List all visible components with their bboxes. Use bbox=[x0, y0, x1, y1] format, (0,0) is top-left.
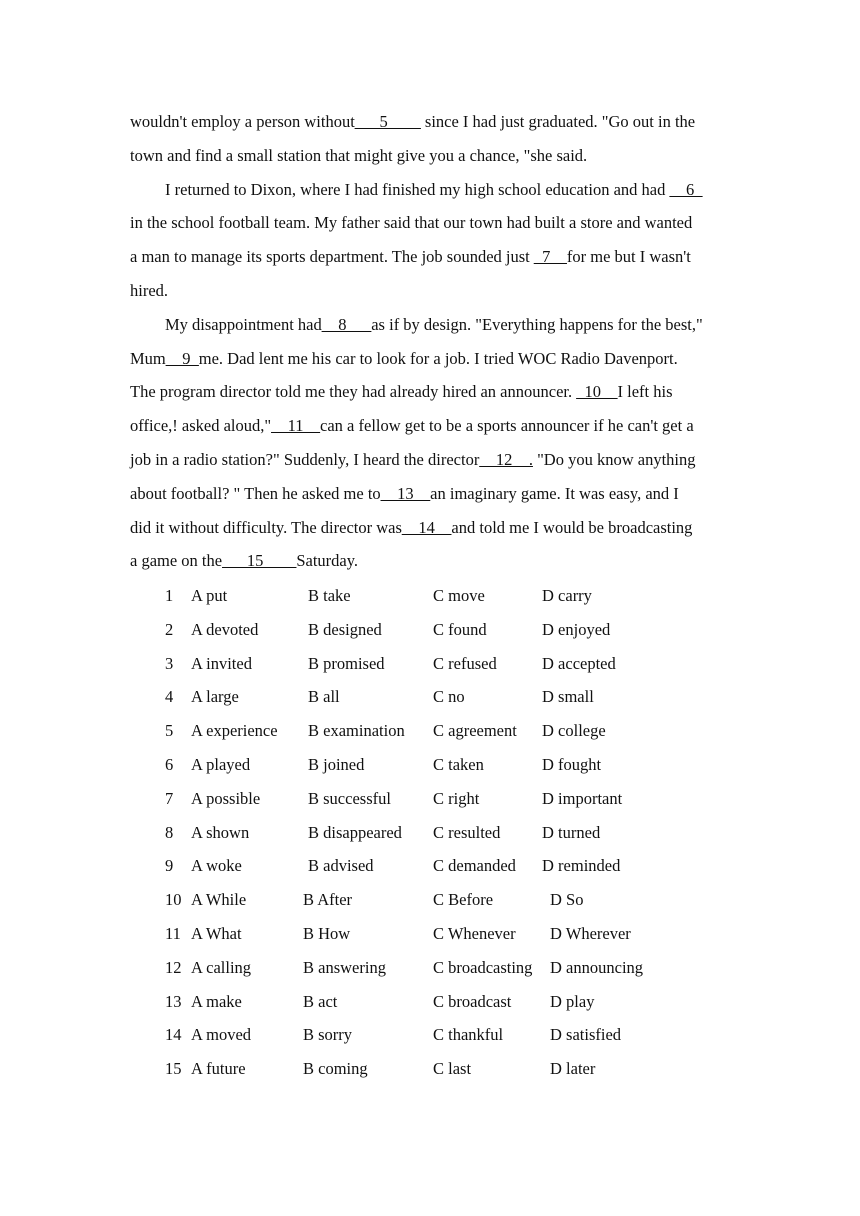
option-d: D So bbox=[550, 890, 584, 910]
passage-text: Mum bbox=[130, 348, 166, 368]
option-c: C agreement bbox=[433, 721, 517, 741]
option-a: A While bbox=[191, 890, 247, 910]
option-b: B answering bbox=[303, 957, 386, 977]
option-c: C thankful bbox=[433, 1025, 504, 1045]
option-c: C Before bbox=[433, 890, 494, 910]
passage-text: hired. bbox=[130, 280, 169, 300]
option-row bbox=[165, 1021, 725, 1055]
passage-line bbox=[130, 412, 730, 446]
option-b: B successful bbox=[308, 788, 391, 808]
option-d: D enjoyed bbox=[542, 619, 611, 639]
passage-text: for me but I wasn't bbox=[566, 247, 691, 267]
passage-text: since I had just graduated. "Go out in the bbox=[420, 112, 696, 131]
option-row bbox=[165, 785, 725, 819]
passage-text: The program director told me they had already hired an announcer. bbox=[130, 382, 577, 402]
question-number: 8 bbox=[165, 822, 174, 842]
passage-text: Saturday. bbox=[296, 551, 359, 571]
question-number: 10 bbox=[165, 890, 182, 910]
option-b: B After bbox=[303, 890, 353, 910]
option-d: D later bbox=[550, 1059, 596, 1079]
option-c: C no bbox=[433, 687, 465, 707]
option-d: D carry bbox=[542, 586, 592, 605]
option-b: B advised bbox=[308, 856, 374, 876]
answer-blank: _7__ bbox=[533, 247, 567, 267]
cloze-passage bbox=[130, 108, 730, 581]
option-c: C resulted bbox=[433, 822, 501, 842]
option-a: A calling bbox=[191, 957, 252, 977]
passage-text: town and find a small station that might give you a chance, "she said. bbox=[130, 145, 588, 165]
question-number: 6 bbox=[165, 754, 174, 774]
passage-text: did it without difficulty. The director was bbox=[130, 517, 402, 537]
option-row bbox=[165, 954, 725, 988]
option-a: A invited bbox=[191, 653, 252, 673]
option-b: B How bbox=[303, 923, 351, 943]
option-b: B coming bbox=[303, 1059, 368, 1079]
passage-line bbox=[130, 277, 730, 311]
question-number: 5 bbox=[165, 721, 174, 741]
passage-line bbox=[130, 243, 730, 277]
option-d: D announcing bbox=[550, 957, 644, 977]
question-number: 3 bbox=[165, 653, 174, 673]
passage-line bbox=[130, 345, 730, 379]
option-c: C broadcast bbox=[433, 991, 512, 1011]
option-b: B all bbox=[308, 687, 340, 707]
option-row bbox=[165, 717, 725, 751]
option-a: A put bbox=[191, 586, 228, 605]
question-number: 14 bbox=[165, 1025, 182, 1045]
answer-options-list bbox=[165, 582, 725, 1089]
question-number: 2 bbox=[165, 619, 174, 639]
option-d: D reminded bbox=[542, 856, 621, 876]
option-row bbox=[165, 1055, 725, 1089]
answer-blank: __13__ bbox=[380, 483, 431, 503]
passage-text: as if by design. "Everything happens for the best," bbox=[371, 314, 703, 334]
option-b: B designed bbox=[308, 619, 382, 639]
question-number: 15 bbox=[165, 1059, 182, 1079]
option-c: C taken bbox=[433, 754, 484, 774]
option-a: A future bbox=[191, 1059, 246, 1079]
passage-text: can a fellow get to be a sports announcer if he can't get a bbox=[320, 416, 694, 436]
option-a: A woke bbox=[191, 856, 242, 876]
option-c: C last bbox=[433, 1059, 472, 1079]
question-number: 4 bbox=[165, 687, 174, 707]
option-d: D accepted bbox=[542, 653, 616, 673]
option-c: C demanded bbox=[433, 856, 516, 876]
passage-text: office,! asked aloud," bbox=[130, 416, 272, 436]
passage-text: job in a radio station?" Suddenly, I heard the director bbox=[130, 449, 480, 469]
passage-line bbox=[130, 547, 730, 581]
option-b: B promised bbox=[308, 653, 385, 673]
option-a: A experience bbox=[191, 721, 278, 741]
passage-text: and told me I would be broadcasting bbox=[451, 517, 693, 537]
passage-text: "Do you know anything bbox=[532, 449, 696, 469]
passage-text: My disappointment had bbox=[165, 314, 322, 334]
option-row bbox=[165, 650, 725, 684]
question-number: 1 bbox=[165, 586, 174, 605]
option-row bbox=[165, 751, 725, 785]
option-b: B examination bbox=[308, 721, 405, 741]
passage-text: about football? " Then he asked me to bbox=[130, 483, 381, 503]
option-a: A make bbox=[191, 991, 242, 1011]
option-b: B take bbox=[308, 586, 351, 605]
option-row bbox=[165, 852, 725, 886]
option-d: D fought bbox=[542, 754, 602, 774]
option-row bbox=[165, 582, 725, 616]
option-b: B act bbox=[303, 991, 338, 1011]
passage-line bbox=[130, 108, 730, 142]
passage-text: a man to manage its sports department. The job sounded just bbox=[130, 247, 534, 267]
option-b: B disappeared bbox=[308, 822, 402, 842]
option-d: D important bbox=[542, 788, 623, 808]
passage-line bbox=[130, 176, 730, 210]
answer-blank: __14__ bbox=[401, 517, 452, 537]
answer-blank: ___15____ bbox=[222, 551, 297, 571]
option-b: B sorry bbox=[303, 1025, 353, 1045]
option-d: D college bbox=[542, 721, 606, 741]
passage-line bbox=[130, 514, 730, 548]
passage-line bbox=[130, 209, 730, 243]
answer-blank: __8___ bbox=[321, 314, 372, 334]
question-number: 7 bbox=[165, 788, 174, 808]
answer-blank: __11__ bbox=[271, 416, 321, 436]
option-d: D Wherever bbox=[550, 923, 631, 943]
option-a: A played bbox=[191, 754, 251, 774]
answer-blank: ___5____ bbox=[354, 112, 421, 131]
option-a: A shown bbox=[191, 822, 250, 842]
option-a: A What bbox=[191, 923, 242, 943]
option-row bbox=[165, 920, 725, 954]
option-a: A possible bbox=[191, 788, 261, 808]
answer-blank: _10__ bbox=[576, 382, 618, 402]
option-row bbox=[165, 988, 725, 1022]
passage-line bbox=[130, 142, 730, 176]
option-a: A moved bbox=[191, 1025, 252, 1045]
question-number: 9 bbox=[165, 856, 174, 876]
question-number: 12 bbox=[165, 957, 182, 977]
option-d: D small bbox=[542, 687, 594, 707]
answer-blank: __6_ bbox=[669, 179, 703, 199]
option-d: D turned bbox=[542, 822, 601, 842]
passage-text: in the school football team. My father said that our town had built a store and wanted bbox=[130, 213, 693, 233]
question-number: 11 bbox=[165, 923, 181, 943]
option-row bbox=[165, 683, 725, 717]
passage-text: I left his bbox=[617, 382, 673, 402]
option-b: B joined bbox=[308, 754, 365, 774]
passage-line bbox=[130, 480, 730, 514]
passage-text: me. Dad lent me his car to look for a job. I tried WOC Radio Davenport. bbox=[198, 348, 678, 368]
option-row bbox=[165, 819, 725, 853]
passage-text: wouldn't employ a person without bbox=[130, 112, 355, 131]
passage-line bbox=[130, 446, 730, 480]
answer-blank: __12__. bbox=[479, 449, 533, 469]
passage-text: a game on the bbox=[130, 551, 223, 571]
passage-text: an imaginary game. It was easy, and I bbox=[430, 483, 679, 503]
option-row bbox=[165, 886, 725, 920]
passage-line bbox=[130, 378, 730, 412]
option-c: C broadcasting bbox=[433, 957, 533, 977]
option-a: A large bbox=[191, 687, 239, 707]
question-number: 13 bbox=[165, 991, 182, 1011]
option-a: A devoted bbox=[191, 619, 259, 639]
option-row bbox=[165, 616, 725, 650]
option-c: C refused bbox=[433, 653, 497, 673]
option-c: C move bbox=[433, 586, 485, 605]
passage-text: I returned to Dixon, where I had finished my high school education and had bbox=[165, 179, 670, 199]
option-d: D play bbox=[550, 991, 595, 1011]
option-c: C Whenever bbox=[433, 923, 516, 943]
option-c: C found bbox=[433, 619, 487, 639]
option-c: C right bbox=[433, 788, 480, 808]
option-d: D satisfied bbox=[550, 1025, 622, 1045]
answer-blank: __9_ bbox=[165, 348, 199, 368]
passage-line bbox=[130, 311, 730, 345]
